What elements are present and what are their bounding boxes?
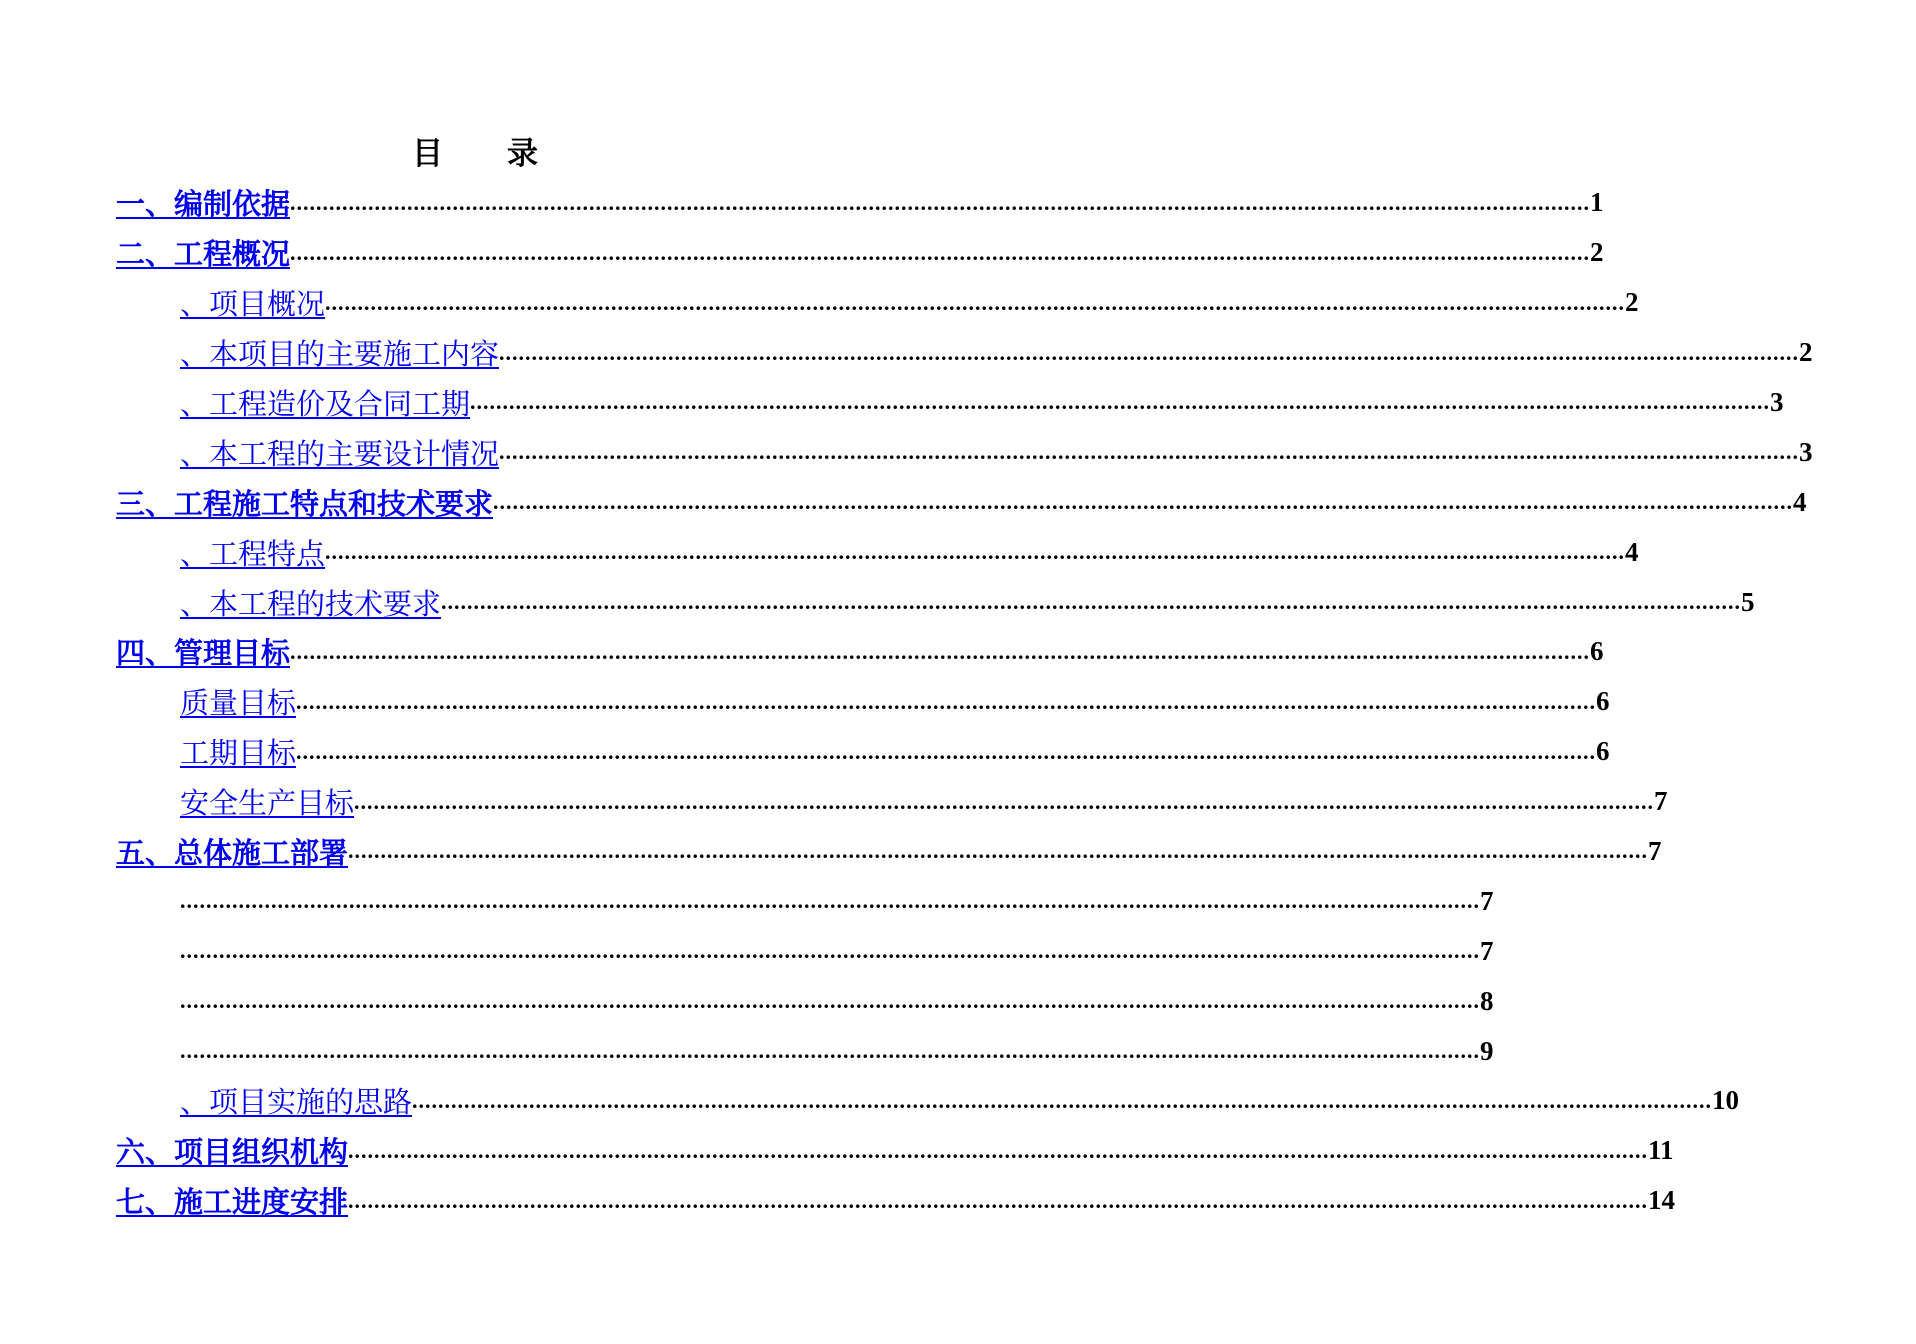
toc-entry-link[interactable]: 、本工程的技术要求: [180, 586, 442, 621]
toc-leader-dots: ........................................................................................................................................................................................................: [412, 1087, 1713, 1113]
toc-entry[interactable]: [0, 677, 1610, 727]
title-char-1: 目: [412, 136, 443, 172]
toc-leader-dots: ........................................................................................................................................................................................................: [348, 1137, 1649, 1163]
toc-entry-link[interactable]: 五、总体施工部署: [116, 836, 349, 871]
toc-page-number: 2: [1590, 237, 1604, 268]
toc-entry[interactable]: [0, 527, 1639, 577]
toc-page-number: 5: [1741, 586, 1755, 617]
toc-entry[interactable]: [0, 876, 1494, 926]
toc-entry[interactable]: [0, 278, 1639, 328]
toc-page-number: 3: [1799, 436, 1813, 467]
toc-entry-link[interactable]: 、本工程的主要设计情况: [180, 436, 500, 471]
toc-page-number: 4: [1793, 486, 1807, 517]
toc-entry-link[interactable]: 、项目概况: [180, 287, 326, 322]
toc-leader-dots: ........................................................................................................................................................................................................: [180, 988, 1480, 1014]
toc-entry[interactable]: [0, 627, 1604, 677]
toc-entry[interactable]: [0, 577, 1755, 627]
toc-title: [0, 128, 950, 173]
toc-leader-dots: ........................................................................................................................................................................................................: [290, 189, 1591, 215]
toc-entry-link[interactable]: 七、施工进度安排: [116, 1185, 349, 1220]
toc-page-number: 4: [1625, 536, 1639, 567]
toc-entry[interactable]: [0, 178, 1604, 228]
toc-leader-dots: ........................................................................................................................................................................................................: [499, 339, 1800, 365]
toc-entry[interactable]: [0, 1026, 1494, 1076]
toc-entry[interactable]: [0, 228, 1604, 278]
toc-page-number: 7: [1648, 836, 1662, 867]
toc-page-number: 1: [1590, 187, 1604, 218]
toc-leader-dots: ........................................................................................................................................................................................................: [499, 439, 1800, 465]
title-char-2: 录: [507, 136, 538, 172]
toc-page-number: 6: [1596, 736, 1610, 767]
toc-entry[interactable]: [0, 1176, 1676, 1226]
toc-entry-link[interactable]: 安全生产目标: [180, 786, 355, 821]
toc-page-number: 11: [1648, 1135, 1674, 1166]
toc-page-number: 9: [1480, 1035, 1494, 1066]
toc-page-number: 2: [1625, 287, 1639, 318]
toc-entry[interactable]: [0, 1126, 1674, 1176]
toc-entry-link[interactable]: 、工程造价及合同工期: [180, 387, 471, 421]
toc-page-number: 10: [1712, 1085, 1740, 1116]
toc-leader-dots: ........................................................................................................................................................................................................: [180, 938, 1480, 964]
toc-entry[interactable]: [0, 477, 1807, 527]
toc-entry[interactable]: [0, 976, 1494, 1026]
toc-entry[interactable]: [0, 427, 1813, 477]
toc-entry[interactable]: [0, 328, 1813, 378]
toc-leader-dots: ........................................................................................................................................................................................................: [290, 638, 1591, 664]
toc-entry[interactable]: [0, 777, 1668, 827]
toc-leader-dots: ........................................................................................................................................................................................................: [180, 888, 1480, 914]
toc-leader-dots: ........................................................................................................................................................................................................: [296, 738, 1597, 764]
toc-entry-link[interactable]: 、工程特点: [180, 536, 326, 571]
toc-leader-dots: ........................................................................................................................................................................................................: [180, 1038, 1480, 1064]
toc-leader-dots: ........................................................................................................................................................................................................: [325, 289, 1626, 315]
toc-leader-dots: ........................................................................................................................................................................................................: [441, 589, 1742, 615]
toc-leader-dots: ........................................................................................................................................................................................................: [354, 788, 1655, 814]
toc-entry-link[interactable]: 四、管理目标: [116, 636, 291, 671]
toc-page-number: 8: [1480, 985, 1494, 1016]
table-of-contents: [0, 178, 1813, 1226]
toc-entry[interactable]: [0, 1076, 1740, 1126]
toc-page-number: 14: [1648, 1185, 1676, 1216]
toc-page-number: 7: [1480, 885, 1494, 916]
toc-entry[interactable]: [0, 378, 1784, 428]
toc-entry[interactable]: [0, 827, 1662, 877]
toc-leader-dots: ........................................................................................................................................................................................................: [325, 539, 1626, 565]
toc-entry[interactable]: [0, 727, 1610, 777]
toc-entry-link[interactable]: 六、项目组织机构: [116, 1135, 349, 1170]
toc-page-number: 6: [1596, 686, 1610, 717]
toc-entry-link[interactable]: 三、工程施工特点和技术要求: [116, 486, 494, 521]
toc-leader-dots: ........................................................................................................................................................................................................: [470, 389, 1771, 415]
toc-leader-dots: ........................................................................................................................................................................................................: [296, 688, 1597, 714]
toc-entry-link[interactable]: 质量目标: [180, 686, 297, 721]
toc-leader-dots: ........................................................................................................................................................................................................: [290, 239, 1591, 265]
toc-leader-dots: ........................................................................................................................................................................................................: [348, 1187, 1649, 1213]
toc-entry-link[interactable]: 、本项目的主要施工内容: [180, 337, 500, 372]
toc-entry-link[interactable]: 、项目实施的思路: [180, 1085, 413, 1120]
toc-page-number: 2: [1799, 337, 1813, 368]
toc-leader-dots: ........................................................................................................................................................................................................: [348, 838, 1649, 864]
toc-entry[interactable]: [0, 926, 1494, 976]
toc-page-number: 3: [1770, 387, 1784, 417]
toc-entry-link[interactable]: 一、编制依据: [116, 187, 291, 222]
toc-page-number: 7: [1654, 786, 1668, 817]
toc-page-number: 7: [1480, 935, 1494, 966]
toc-leader-dots: ........................................................................................................................................................................................................: [493, 489, 1794, 515]
toc-entry-link[interactable]: 二、工程概况: [116, 237, 291, 272]
toc-page-number: 6: [1590, 636, 1604, 667]
toc-entry-link[interactable]: 工期目标: [180, 736, 297, 771]
